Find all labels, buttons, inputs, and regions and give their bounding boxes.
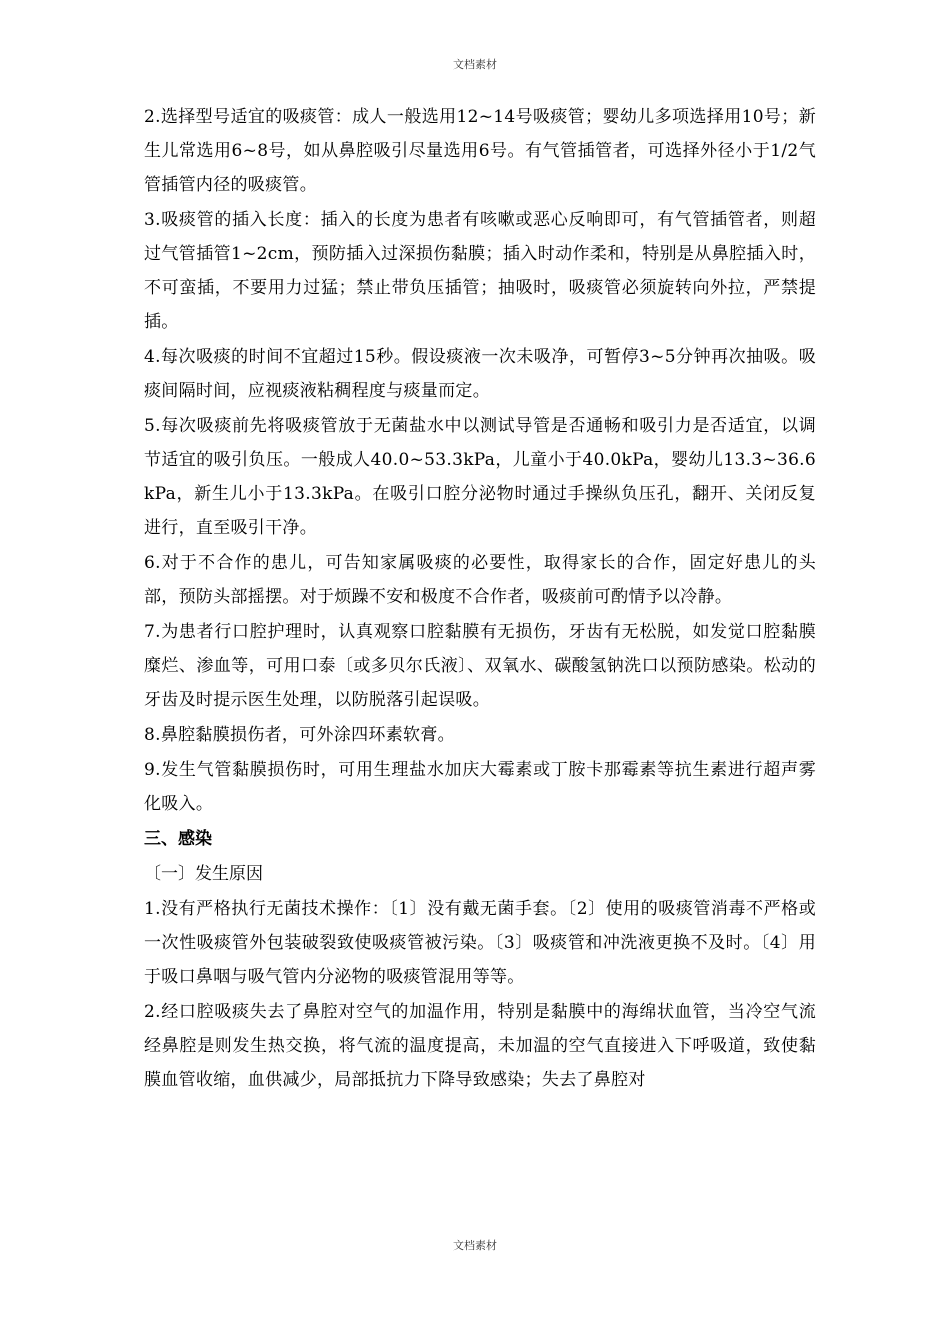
paragraph-oral-suction-infection: 2.经口腔吸痰失去了鼻腔对空气的加温作用，特别是黏膜中的海绵状血管，当冷空气流经鼻腔是则发生热交换，将气流的温度提高，未加温的空气直接进入下呼吸道，致使黏膜血管收缩，血供减少，局部抵抗力下降导致感染；失去了鼻腔对 xyxy=(144,1002,816,1090)
paragraph-tracheal-injury: 9.发生气管黏膜损伤时，可用生理盐水加庆大霉素或丁胺卡那霉素等抗生素进行超声雾化吸入。 xyxy=(144,760,816,814)
paragraph-suction-duration: 4.每次吸痰的时间不宜超过15秒。假设痰液一次未吸净，可暂停3~5分钟再次抽吸。吸痰间隔时间，应视痰液粘稠程度与痰量而定。 xyxy=(144,347,816,401)
paragraph-aseptic-technique: 1.没有严格执行无菌技术操作：〔1〕没有戴无菌手套。〔2〕使用的吸痰管消毒不严格或一次性吸痰管外包装破裂致使吸痰管被污染。〔3〕吸痰管和冲洗液更换不及时。〔4〕用于吸口鼻咽与吸气管内分泌物的吸痰管混用等等。 xyxy=(144,899,816,987)
page-footer: 文档素材 xyxy=(453,1239,497,1252)
subsection-heading-causes: 〔一〕发生原因 xyxy=(144,864,263,884)
paragraph-nasal-injury: 8.鼻腔黏膜损伤者，可外涂四环素软膏。 xyxy=(144,725,455,745)
paragraph-insertion-length: 3.吸痰管的插入长度：插入的长度为患者有咳嗽或恶心反响即可，有气管插管者，则超过气管插管1~2cm，预防插入过深损伤黏膜；插入时动作柔和，特别是从鼻腔插入时，不可蛮插，不要用力过猛；禁止带负压插管；抽吸时，吸痰管必须旋转向外拉，严禁提插。 xyxy=(144,210,816,332)
paragraph-negative-pressure: 5.每次吸痰前先将吸痰管放于无菌盐水中以测试导管是否通畅和吸引力是否适宜，以调节适宜的吸引负压。一般成人40.0~53.3kPa，儿童小于40.0kPa，婴幼儿13.3~36.6kPa，新生儿小于13.3kPa。在吸引口腔分泌物时通过手操纵负压孔，翻开、关闭反复进行，直至吸引干净。 xyxy=(144,416,816,538)
paragraph-oral-care: 7.为患者行口腔护理时，认真观察口腔黏膜有无损伤，牙齿有无松脱，如发觉口腔黏膜糜烂、渗血等，可用口泰〔或多贝尔氏液〕、双氧水、碳酸氢钠洗口以预防感染。松动的牙齿及时提示医生处理，以防脱落引起误吸。 xyxy=(144,622,816,710)
section-heading-infection: 三、感染 xyxy=(144,829,212,849)
document-body xyxy=(144,100,816,1098)
paragraph-uncooperative-patient: 6.对于不合作的患儿，可告知家属吸痰的必要性，取得家长的合作，固定好患儿的头部，预防头部摇摆。对于烦躁不安和极度不合作者，吸痰前可酌情予以冷静。 xyxy=(144,553,816,607)
page-header: 文档素材 xyxy=(453,58,497,71)
paragraph-suction-tube-size: 2.选择型号适宜的吸痰管：成人一般选用12~14号吸痰管；婴幼儿多项选择用10号；新生儿常选用6~8号，如从鼻腔吸引尽量选用6号。有气管插管者，可选择外径小于1/2气管插管内径的吸痰管。 xyxy=(144,107,816,195)
